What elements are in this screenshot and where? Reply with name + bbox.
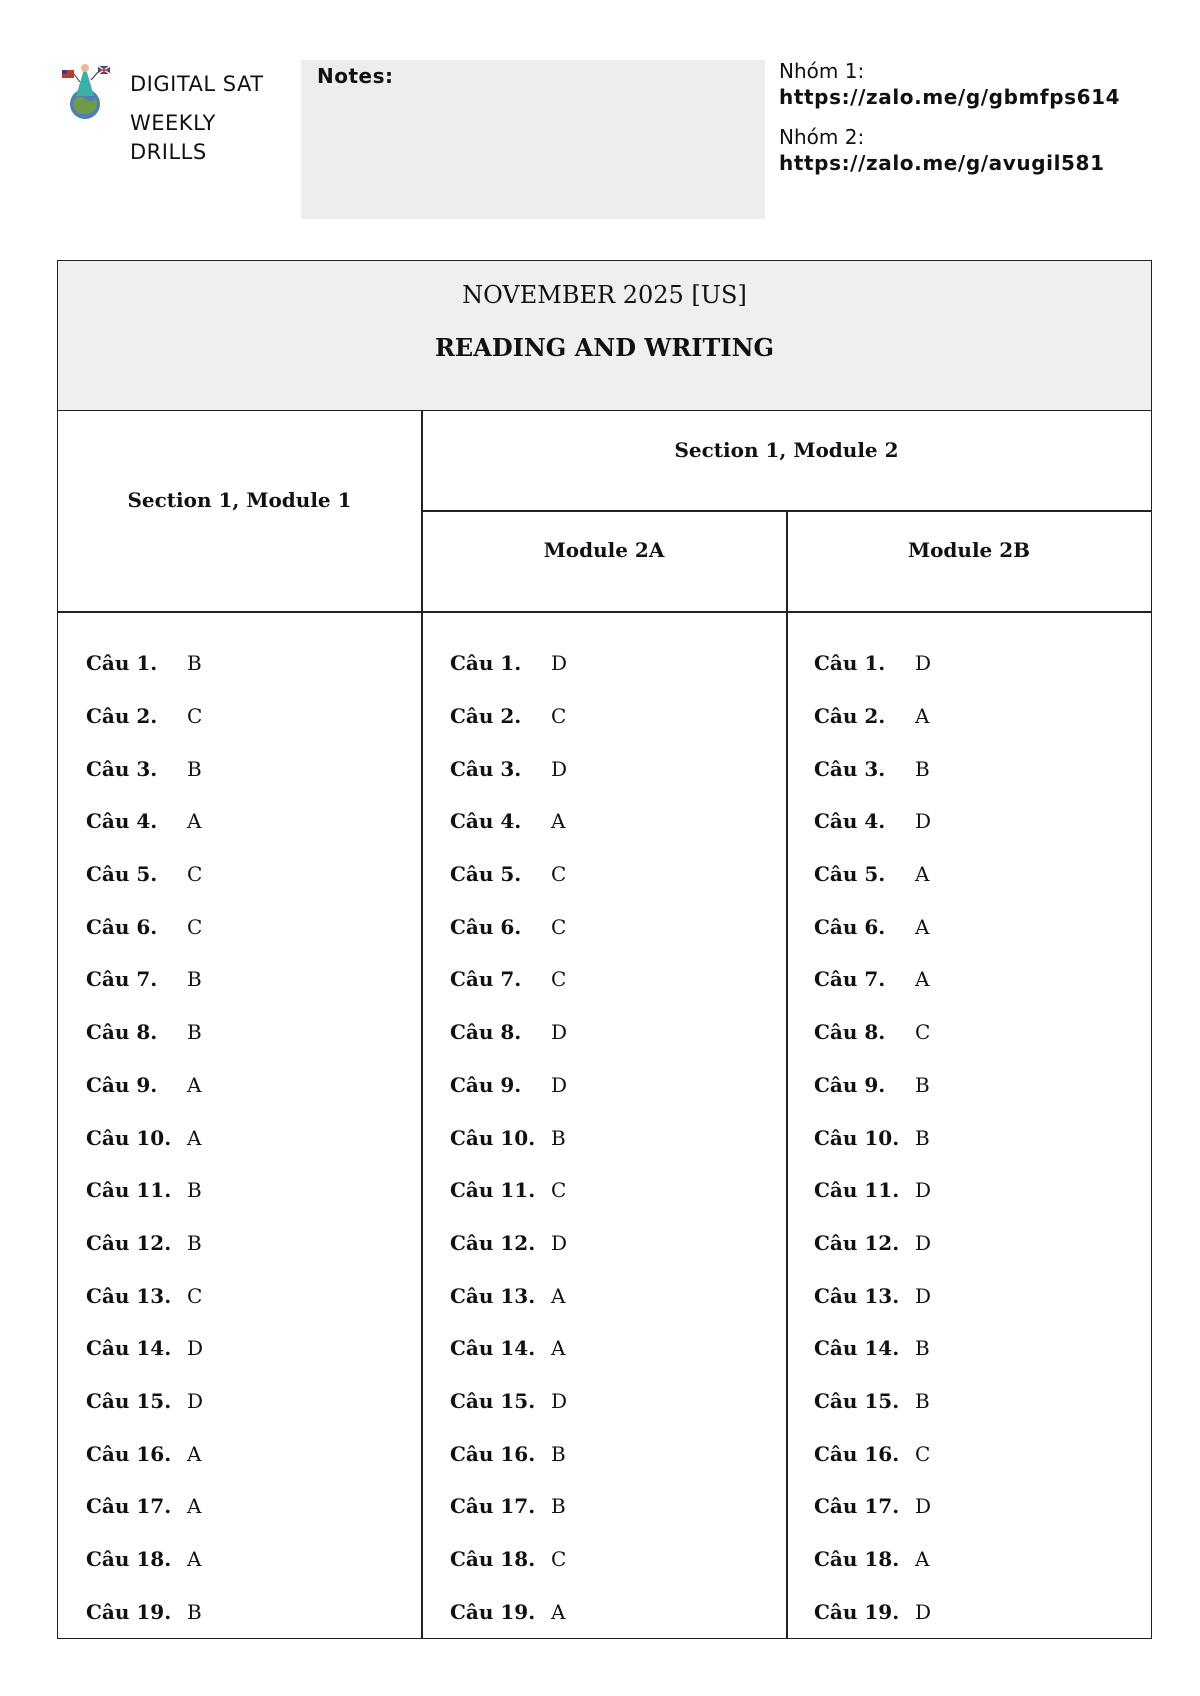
question-number: Câu 9.	[450, 1072, 522, 1097]
answer-row	[450, 1269, 567, 1322]
group-1	[779, 58, 1120, 110]
answer-row	[450, 1217, 567, 1270]
answer-choice: D	[915, 1178, 932, 1203]
answer-row	[450, 1533, 567, 1586]
answer-choice: C	[187, 704, 203, 729]
question-number: Câu 18.	[814, 1547, 900, 1572]
divider	[422, 510, 1151, 512]
question-number: Câu 3.	[450, 756, 522, 781]
answer-choice: C	[551, 1547, 567, 1572]
question-number: Câu 6.	[450, 914, 522, 939]
question-number: Câu 13.	[450, 1283, 536, 1308]
answer-choice: A	[187, 1441, 202, 1466]
answer-row	[814, 1480, 931, 1533]
answer-row	[814, 1322, 931, 1375]
answer-choice: A	[915, 914, 930, 939]
answer-choice: B	[551, 1441, 566, 1466]
answer-row	[450, 637, 567, 690]
answer-row	[814, 1533, 931, 1586]
answer-choice: B	[187, 1230, 202, 1255]
answer-row	[86, 1585, 203, 1638]
answer-row	[814, 1427, 931, 1480]
answer-row	[86, 1480, 203, 1533]
answer-row	[814, 1059, 931, 1112]
answer-choice: B	[187, 1020, 202, 1045]
question-number: Câu 3.	[86, 756, 158, 781]
question-number: Câu 14.	[814, 1336, 900, 1361]
question-number: Câu 7.	[86, 967, 158, 992]
answer-row	[86, 1322, 203, 1375]
answer-row	[86, 900, 203, 953]
answer-choice: B	[915, 1125, 930, 1150]
answer-choice: D	[915, 809, 932, 834]
answer-row	[450, 1111, 567, 1164]
question-number: Câu 8.	[450, 1020, 522, 1045]
answer-row	[814, 637, 931, 690]
question-number: Câu 5.	[450, 862, 522, 887]
answer-row	[450, 848, 567, 901]
answer-row	[450, 1585, 567, 1638]
answer-row	[814, 1585, 931, 1638]
answer-row	[450, 1322, 567, 1375]
group-links	[779, 58, 1120, 190]
answer-choice: C	[551, 914, 567, 939]
answer-choice: D	[915, 1494, 932, 1519]
module-2-heading: Section 1, Module 2	[674, 438, 899, 462]
question-number: Câu 17.	[814, 1494, 900, 1519]
group-2	[779, 124, 1120, 176]
answer-choice: A	[187, 1494, 202, 1519]
answer-row	[86, 1111, 203, 1164]
question-number: Câu 5.	[814, 862, 886, 887]
answer-choice: A	[915, 1547, 930, 1572]
question-number: Câu 18.	[86, 1547, 172, 1572]
question-number: Câu 4.	[814, 809, 886, 834]
group-1-link[interactable]: https://zalo.me/g/gbmfps614	[779, 85, 1121, 109]
answer-choice: D	[915, 1230, 932, 1255]
answer-row	[450, 1164, 567, 1217]
answer-choice: C	[551, 1178, 567, 1203]
answer-choice: C	[187, 1283, 203, 1308]
answer-key-table	[57, 260, 1152, 1639]
answer-choice: A	[915, 704, 930, 729]
answer-choice: B	[915, 1388, 930, 1413]
question-number: Câu 7.	[814, 967, 886, 992]
question-number: Câu 2.	[814, 704, 886, 729]
question-number: Câu 10.	[86, 1125, 172, 1150]
answer-choice: B	[187, 1178, 202, 1203]
notes-box	[301, 60, 765, 219]
brand-line-1: DIGITAL SAT	[130, 72, 264, 96]
answer-choice: B	[551, 1494, 566, 1519]
question-number: Câu 12.	[86, 1230, 172, 1255]
answer-choice: B	[915, 756, 930, 781]
question-number: Câu 14.	[450, 1336, 536, 1361]
question-number: Câu 11.	[86, 1178, 172, 1203]
question-number: Câu 11.	[814, 1178, 900, 1203]
answer-row	[86, 1164, 203, 1217]
exam-title: NOVEMBER 2025 [US]	[462, 281, 747, 309]
answer-row	[86, 795, 203, 848]
question-number: Câu 9.	[86, 1072, 158, 1097]
answer-choice: B	[187, 756, 202, 781]
table-header	[58, 261, 1151, 411]
question-number: Câu 4.	[450, 809, 522, 834]
answer-choice: A	[915, 967, 930, 992]
answer-row	[814, 953, 931, 1006]
answer-choice: A	[915, 862, 930, 887]
question-number: Câu 16.	[450, 1441, 536, 1466]
question-number: Câu 13.	[814, 1283, 900, 1308]
question-number: Câu 13.	[86, 1283, 172, 1308]
question-number: Câu 2.	[86, 704, 158, 729]
answer-row	[450, 1006, 567, 1059]
answer-row	[86, 848, 203, 901]
divider	[58, 611, 1151, 613]
question-number: Câu 9.	[814, 1072, 886, 1097]
answer-choice: C	[187, 862, 203, 887]
question-number: Câu 12.	[450, 1230, 536, 1255]
answer-choice: A	[187, 809, 202, 834]
answer-row	[86, 1217, 203, 1270]
answer-row	[450, 1059, 567, 1112]
question-number: Câu 16.	[86, 1441, 172, 1466]
answer-row	[814, 1006, 931, 1059]
question-number: Câu 15.	[86, 1388, 172, 1413]
answer-row	[450, 1375, 567, 1428]
answer-choice: C	[915, 1441, 931, 1466]
answer-row	[814, 690, 931, 743]
answer-row	[86, 637, 203, 690]
question-number: Câu 19.	[86, 1599, 172, 1624]
question-number: Câu 7.	[450, 967, 522, 992]
notes-label: Notes:	[317, 64, 394, 88]
question-number: Câu 11.	[450, 1178, 536, 1203]
module-2b-answers	[814, 637, 931, 1638]
answer-row	[814, 795, 931, 848]
answer-choice: D	[915, 1599, 932, 1624]
answer-choice: C	[915, 1020, 931, 1045]
answer-row	[86, 1269, 203, 1322]
answer-choice: A	[187, 1547, 202, 1572]
answer-row	[450, 742, 567, 795]
question-number: Câu 1.	[814, 651, 886, 676]
answer-row	[450, 953, 567, 1006]
module-2a-heading: Module 2A	[543, 538, 665, 562]
answer-row	[86, 742, 203, 795]
question-number: Câu 1.	[86, 651, 158, 676]
answer-row	[814, 1375, 931, 1428]
answer-row	[814, 1111, 931, 1164]
answer-choice: D	[551, 756, 568, 781]
brand-title	[130, 70, 264, 167]
question-number: Câu 16.	[814, 1441, 900, 1466]
question-number: Câu 5.	[86, 862, 158, 887]
answer-choice: C	[187, 914, 203, 939]
group-2-link[interactable]: https://zalo.me/g/avugil581	[779, 151, 1105, 175]
group-2-name: Nhóm 2:	[779, 125, 865, 149]
answer-choice: A	[551, 1336, 566, 1361]
answer-choice: D	[915, 651, 932, 676]
question-number: Câu 6.	[814, 914, 886, 939]
answer-row	[814, 1269, 931, 1322]
divider	[421, 411, 423, 1638]
answer-row	[86, 953, 203, 1006]
answer-choice: B	[915, 1336, 930, 1361]
question-number: Câu 19.	[450, 1599, 536, 1624]
group-1-name: Nhóm 1:	[779, 59, 865, 83]
question-number: Câu 8.	[86, 1020, 158, 1045]
answer-choice: B	[187, 967, 202, 992]
answer-choice: A	[551, 1599, 566, 1624]
answer-row	[86, 1375, 203, 1428]
answer-row	[86, 1006, 203, 1059]
answer-row	[450, 795, 567, 848]
question-number: Câu 6.	[86, 914, 158, 939]
answer-choice: C	[551, 967, 567, 992]
answer-choice: D	[551, 651, 568, 676]
answer-row	[450, 900, 567, 953]
answer-row	[814, 1164, 931, 1217]
answer-choice: D	[551, 1020, 568, 1045]
globe-mascot-icon	[56, 60, 114, 120]
answer-row	[450, 1427, 567, 1480]
question-number: Câu 10.	[450, 1125, 536, 1150]
answer-choice: D	[915, 1283, 932, 1308]
question-number: Câu 12.	[814, 1230, 900, 1255]
answer-row	[86, 1427, 203, 1480]
module-1-answers	[86, 637, 203, 1638]
answer-choice: B	[915, 1072, 930, 1097]
question-number: Câu 18.	[450, 1547, 536, 1572]
answer-row	[450, 690, 567, 743]
answer-row	[814, 848, 931, 901]
answer-choice: B	[551, 1125, 566, 1150]
question-number: Câu 17.	[86, 1494, 172, 1519]
question-number: Câu 2.	[450, 704, 522, 729]
question-number: Câu 4.	[86, 809, 158, 834]
answer-choice: A	[187, 1072, 202, 1097]
question-number: Câu 8.	[814, 1020, 886, 1045]
brand-line-2: WEEKLY DRILLS	[130, 111, 216, 164]
question-number: Câu 3.	[814, 756, 886, 781]
answer-choice: A	[551, 809, 566, 834]
divider	[786, 511, 788, 1638]
answer-choice: A	[187, 1125, 202, 1150]
question-number: Câu 19.	[814, 1599, 900, 1624]
answer-row	[814, 742, 931, 795]
question-number: Câu 1.	[450, 651, 522, 676]
question-number: Câu 10.	[814, 1125, 900, 1150]
answer-row	[814, 1217, 931, 1270]
answer-row	[814, 900, 931, 953]
answer-row	[86, 690, 203, 743]
answer-choice: C	[551, 862, 567, 887]
answer-choice: C	[551, 704, 567, 729]
module-1-heading: Section 1, Module 1	[127, 488, 352, 512]
answer-row	[86, 1059, 203, 1112]
question-number: Câu 17.	[450, 1494, 536, 1519]
answer-choice: D	[187, 1388, 204, 1413]
answer-choice: A	[551, 1283, 566, 1308]
module-2b-heading: Module 2B	[907, 538, 1031, 562]
subject-title: READING AND WRITING	[434, 333, 775, 362]
answer-row	[86, 1533, 203, 1586]
answer-choice: B	[187, 1599, 202, 1624]
question-number: Câu 15.	[814, 1388, 900, 1413]
answer-choice: D	[551, 1388, 568, 1413]
answer-choice: D	[551, 1072, 568, 1097]
answer-row	[450, 1480, 567, 1533]
question-number: Câu 15.	[450, 1388, 536, 1413]
module-2a-answers	[450, 637, 567, 1638]
answer-choice: D	[551, 1230, 568, 1255]
answer-choice: B	[187, 651, 202, 676]
question-number: Câu 14.	[86, 1336, 172, 1361]
answer-choice: D	[187, 1336, 204, 1361]
